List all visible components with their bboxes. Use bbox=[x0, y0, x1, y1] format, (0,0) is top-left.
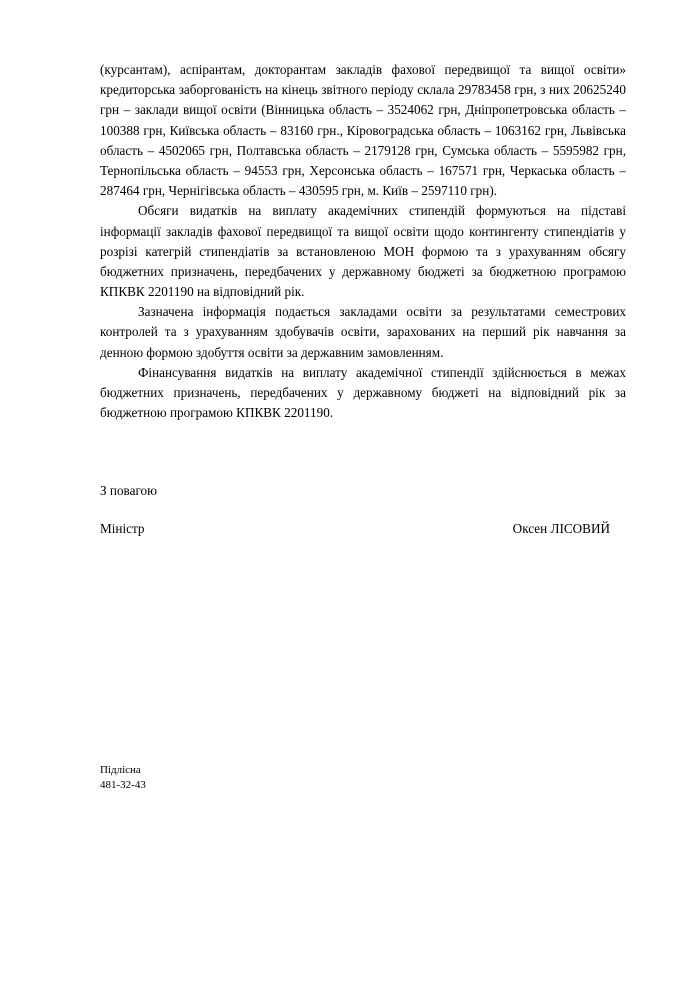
signature-row bbox=[100, 521, 626, 537]
executor-name: Підлісна bbox=[100, 764, 141, 776]
paragraph-scholarship-volumes: Обсяги видатків на виплату академічних стипендій формуються на підставі інформації закладів фахової передвищої та вищої освіти щодо контингенту стипендіатів у розрізі категрій стипендіатів за встановленою МОН формою та з урахуванням обсягу бюджетних призначень, передбачених у державному бюджеті за бюджетною програмою КПКВК 2201190 на відповідний рік. bbox=[100, 203, 626, 300]
document-footer bbox=[100, 763, 146, 792]
document-body bbox=[100, 60, 626, 423]
closing-salutation: З повагою bbox=[100, 483, 157, 499]
paragraph-continuation: (курсантам), аспірантам, докторантам закладів фахової передвищої та вищої освіти» кредиторська заборгованість на кінець звітного періоду склала 29783458 грн, з них 20625240 грн – заклади вищої освіти (Вінницька область – 3524062 грн, Дніпропетровська область – 100388 грн, Київська область – 83160 грн., Кіровоградська область – 1063162 грн, Львівська область – 4502065 грн, Полтавська область – 2179128 грн, Сумська область – 5595982 грн, Тернопільська область – 94553 грн, Херсонська область – 167571 грн, Черкаська область – 287464 грн, Чернігівська область – 430595 грн, м. Київ – 2597110 грн). bbox=[100, 62, 626, 199]
signature-spacer bbox=[100, 501, 626, 521]
signer-name: Оксен ЛІСОВИЙ bbox=[512, 521, 610, 537]
executor-phone: 481-32-43 bbox=[100, 778, 146, 791]
signer-position: Міністр bbox=[100, 521, 145, 537]
paragraph-funding: Фінансування видатків на виплату академічної стипендії здійснюється в межах бюджетних призначень, передбачених у державному бюджеті на відповідний рік за бюджетною програмою КПКВК 2201190. bbox=[100, 364, 626, 421]
paragraph-information-submission: Зазначена інформація подається закладами освіти за результатами семестрових контролей та з урахуванням здобувачів освіти, зарахованих на перший рік навчання за денною формою здобуття освіти за державним замовленням. bbox=[100, 304, 626, 360]
signature-block bbox=[100, 481, 626, 537]
